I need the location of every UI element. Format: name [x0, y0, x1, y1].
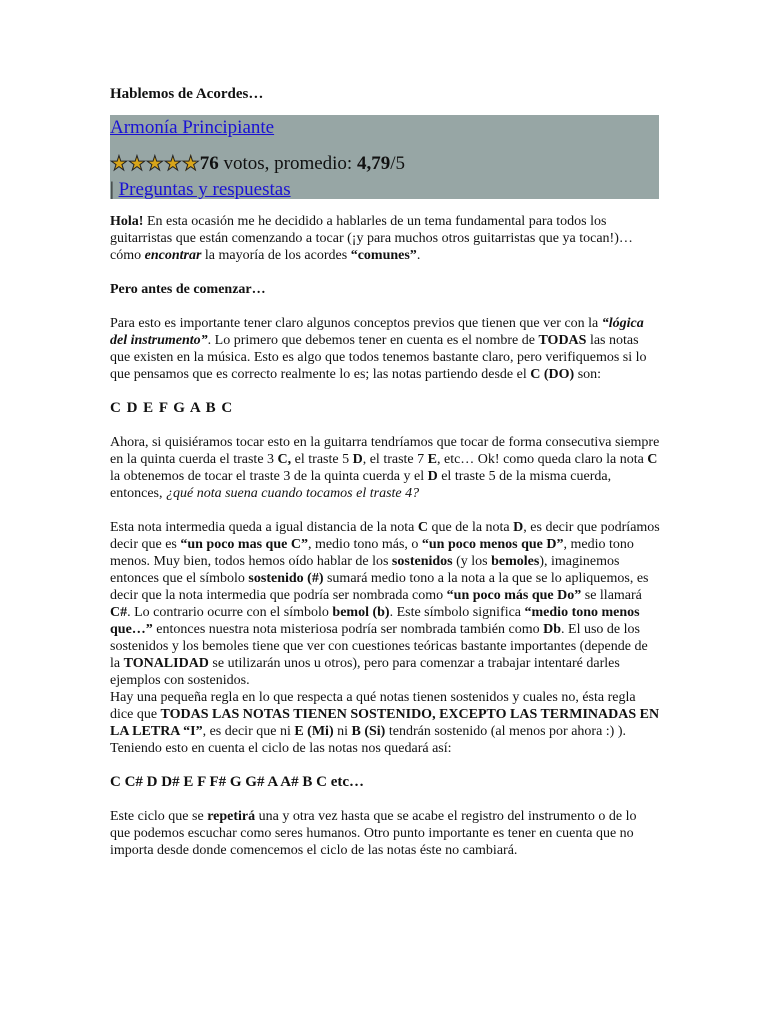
rating-banner	[110, 115, 659, 199]
text-bold: “un poco mas que C”	[180, 537, 308, 552]
text-bold: D	[352, 452, 363, 467]
text: el traste 5	[291, 452, 353, 467]
text-bold: E (Mi)	[294, 724, 334, 739]
paragraph-guitar	[110, 434, 660, 502]
text-bold: bemol (b)	[332, 605, 390, 620]
text: ), imaginemos entonces que el símbolo	[110, 554, 620, 586]
text-bold: Pero antes de comenzar…	[110, 282, 266, 297]
text-bold: D	[427, 469, 438, 484]
separator: |	[110, 179, 119, 200]
note-cycle: C C# D D# E F F# G G# A A# B C etc…	[110, 774, 365, 790]
text-emphasis: “lógica del instrumento”	[110, 316, 644, 348]
text-bold: Db	[543, 622, 562, 637]
text-bold: TODAS LAS NOTAS TIENEN SOSTENIDO, EXCEPTO LAS TERMINADAS EN LA LETRA “I”	[110, 707, 660, 739]
text-bold: sostenidos	[391, 554, 453, 569]
text: Este ciclo que se	[110, 809, 208, 824]
text: Hay una pequeña regla en lo que respecta a qué notas tienen sostenidos y cuales no, ésta regla dice que	[110, 690, 636, 722]
rating-stars[interactable]	[110, 152, 200, 178]
text: Esta nota intermedia queda a igual distancia de la nota	[110, 520, 418, 535]
text: , es decir que ni	[202, 724, 295, 739]
qa-link[interactable]: Preguntas y respuestas	[118, 179, 291, 200]
text: (y los	[452, 554, 492, 569]
text-bold: C	[417, 520, 429, 535]
subheading	[110, 281, 660, 298]
category-link[interactable]: Armonía Principiante	[110, 117, 275, 138]
text: , el traste 7	[362, 452, 428, 467]
text: En esta ocasión me he decidido a hablarles de un tema fundamental para todos los guitarristas que están comenzando a tocar (¡y para muchos otros guitarristas que ya tocan!)… cómo	[110, 214, 633, 263]
text-bold: B (Si)	[351, 724, 386, 739]
star-icon[interactable]: ★	[145, 153, 164, 175]
text-bold: bemoles	[491, 554, 540, 569]
text: una y otra vez hasta que se acabe el registro del instrumento o de lo que podemos escuchar como seres humanos. Otro punto importante es tener en cuenta que no importa desde donde comencemos el ciclo de las notas éste no cambiará.	[110, 809, 637, 858]
text: .	[416, 248, 421, 263]
text-emphasis: encontrar	[144, 248, 202, 263]
text-bold: repetirá	[207, 809, 256, 824]
text: , medio tono más, o	[307, 537, 422, 552]
star-icon[interactable]: ★	[110, 153, 128, 175]
text-bold: “un poco menos que D”	[421, 537, 564, 552]
text: , etc… Ok! como queda claro la nota	[436, 452, 648, 467]
paragraph-intro	[110, 213, 660, 264]
votes-suffix: votos, promedio:	[218, 153, 357, 174]
text: entonces nuestra nota misteriosa podría ser nombrada también como	[152, 622, 544, 637]
text: , es decir que podríamos decir que es	[110, 520, 660, 552]
text-bold: “comunes”	[350, 248, 417, 263]
text-bold: “medio tono menos que…”	[110, 605, 640, 637]
note-sequence: C D E F G A B C	[110, 400, 234, 416]
rating-row	[110, 151, 659, 177]
text-bold: C#	[110, 605, 128, 620]
text-bold: sostenido (#)	[248, 571, 324, 586]
text: el traste 5 de la misma cuerda, entonces,	[110, 469, 612, 501]
text-bold: E	[427, 452, 437, 467]
text: ni	[333, 724, 352, 739]
text-italic: ¿qué nota suena cuando tocamos el traste 4?	[165, 486, 420, 501]
text: tendrán sostenido (al menos por ahora :) ). Teniendo esto en cuenta el ciclo de las notas nos quedará así:	[110, 724, 626, 756]
text: la obtenemos de tocar el traste 3 de la quinta cuerda y el	[110, 469, 428, 484]
rating-average: 4,79	[356, 153, 391, 174]
text-bold: D	[513, 520, 524, 535]
text-bold: TODAS	[538, 333, 587, 348]
vote-count: 76	[199, 153, 219, 174]
text: . Lo contrario ocurre con el símbolo	[127, 605, 333, 620]
text: la mayoría de los acordes	[201, 248, 351, 263]
text-bold: “un poco más que Do”	[446, 588, 582, 603]
text-bold: C (DO)	[530, 367, 575, 382]
text: Para esto es importante tener claro algunos conceptos previos que tienen que ver con la	[110, 316, 602, 331]
text: se llamará	[581, 588, 642, 603]
star-icon[interactable]: ★	[127, 153, 146, 175]
paragraph-rule	[110, 689, 660, 757]
text: . El uso de los sostenidos y los bemoles tiene que ver con cuestiones teóricas bastante importantes (depende de la	[110, 622, 648, 671]
text: sumará medio tono a la nota a la que se lo apliquemos, es decir que la nota intermedia que podría ser nombrada como	[110, 571, 649, 603]
text-bold: Hola!	[110, 214, 144, 229]
article-body	[110, 213, 660, 859]
text-bold: C	[647, 452, 658, 467]
text: se utilizarán unos u otros), pero para comenzar a trabajar intentaré darles ejemplos con sostenidos.	[110, 656, 620, 688]
paragraph-concepts	[110, 315, 660, 383]
page-title: Hablemos de Acordes…	[110, 86, 264, 102]
paragraph-cycle	[110, 808, 660, 859]
article	[110, 86, 660, 876]
text: son:	[574, 367, 602, 382]
text: , medio tono menos. Muy bien, todos hemos oído hablar de los	[110, 537, 634, 569]
text: que de la nota	[428, 520, 514, 535]
rating-scale: /5	[390, 153, 405, 174]
text: Ahora, si quisiéramos tocar esto en la guitarra tendríamos que tocar de forma consecutiva siempre en la quinta cuerda el traste 3	[110, 435, 660, 467]
star-icon[interactable]: ★	[163, 153, 182, 175]
paragraph-sharps	[110, 519, 660, 689]
star-icon[interactable]: ★	[181, 153, 200, 175]
text-bold: C,	[277, 452, 292, 467]
text: . Lo primero que debemos tener en cuenta es el nombre de	[207, 333, 539, 348]
text-bold: TONALIDAD	[123, 656, 209, 671]
text: las notas que existen en la música. Esto es algo que todos tenemos bastante claro, pero verifiquemos si lo que pensamos que es correcto realmente lo es; las notas partiendo desde el	[110, 333, 647, 382]
text: . Este símbolo significa	[389, 605, 525, 620]
